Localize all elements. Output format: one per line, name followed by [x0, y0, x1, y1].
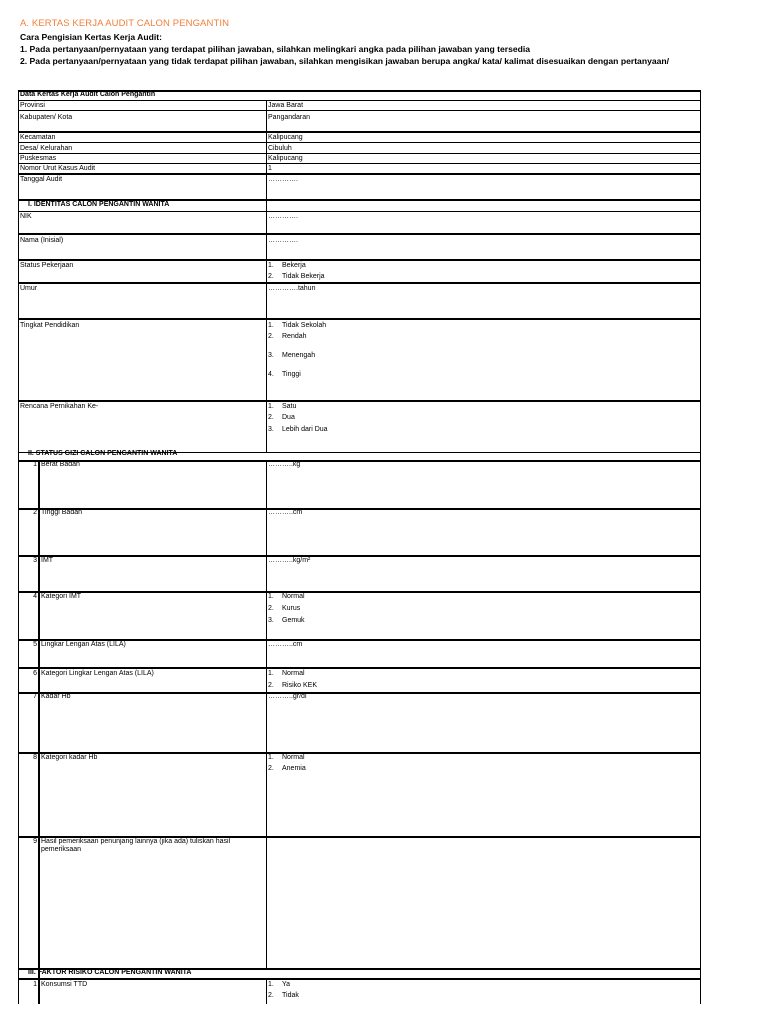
value-puskesmas[interactable]: Kalipucang: [268, 155, 303, 162]
row-number: 4: [33, 593, 37, 600]
option-hb-anemia[interactable]: 2. Anemia: [268, 765, 306, 772]
label-kategori-hb: Kategori kadar Hb: [41, 754, 98, 761]
label-kadar-hb: Kadar Hb: [41, 693, 71, 700]
option-lila-risiko-kek[interactable]: 2. Risiko KEK: [268, 682, 318, 689]
row-number: 9: [33, 838, 37, 845]
label-puskesmas: Puskesmas: [20, 155, 57, 162]
option-tidak-sekolah[interactable]: 1. Tidak Sekolah: [268, 322, 327, 329]
value-lila[interactable]: ………..cm: [268, 641, 303, 648]
label-desa: Desa/ Kelurahan: [20, 145, 73, 152]
option-hb-normal[interactable]: 1. Normal: [268, 754, 305, 761]
row-number: 3: [33, 557, 37, 564]
value-tinggi-badan[interactable]: ………..cm: [268, 509, 303, 516]
option-bekerja[interactable]: 1. Bekerja: [268, 262, 306, 269]
label-umur: Umur: [20, 285, 38, 292]
label-tanggal-audit: Tanggal Audit: [20, 176, 63, 183]
value-desa[interactable]: Cibuluh: [268, 145, 292, 152]
instruction-2: 2. Pada pertanyaan/pernyataan yang tidak terdapat pilihan jawaban, silahkan mengisikan jawaban berupa angka/ kata/ kalimat disesuaikan dengan pertanyaan/: [20, 56, 670, 66]
number-column-divider: [38, 460, 40, 1004]
label-berat-badan: Berat Badan: [41, 461, 80, 468]
label-nama: Nama (Inisial): [20, 237, 64, 244]
option-tinggi[interactable]: 4. Tinggi: [268, 371, 301, 378]
column-divider-mid: [266, 460, 267, 968]
value-kabupaten[interactable]: Pangandaran: [268, 114, 311, 121]
label-nomor-urut: Nomor Urut Kasus Audit: [20, 165, 96, 172]
value-provinsi[interactable]: Jawa Barat: [268, 102, 304, 109]
value-nik[interactable]: ………….: [268, 213, 298, 220]
instruction-1: 1. Pada pertanyaan/pernyataan yang terdapat pilihan jawaban, silahkan melingkari angka pada pilihan jawaban yang tersedia: [20, 44, 531, 54]
option-imt-normal[interactable]: 1. Normal: [268, 593, 305, 600]
label-status-pekerjaan: Status Pekerjaan: [20, 262, 74, 269]
option-imt-kurus[interactable]: 2. Kurus: [268, 605, 301, 612]
row-number: 5: [33, 641, 37, 648]
right-border: [700, 90, 701, 1004]
label-pemeriksaan-penunjang: Hasil pemeriksaan penunjang lainnya (jika ada) tuliskan hasil pemeriksaan: [41, 838, 231, 853]
instructions-heading: Cara Pengisian Kertas Kerja Audit:: [20, 32, 162, 42]
section-1-title: I. IDENTITAS CALON PENGANTIN WANITA: [28, 201, 170, 208]
row-number: 8: [33, 754, 37, 761]
label-pendidikan: Tingkat Pendidikan: [20, 322, 80, 329]
left-border: [18, 90, 19, 1004]
row-number: 1: [33, 981, 37, 988]
value-tanggal-audit[interactable]: ………….: [268, 176, 298, 183]
label-kategori-lila: Kategori Lingkar Lengan Atas (LILA): [41, 670, 154, 677]
value-imt[interactable]: ………..kg/m²: [268, 557, 311, 564]
option-rendah[interactable]: 2. Rendah: [268, 333, 307, 340]
option-lila-normal[interactable]: 1. Normal: [268, 670, 305, 677]
value-umur[interactable]: ………….tahun: [268, 285, 316, 292]
label-kabupaten: Kabupaten/ Kota: [20, 114, 73, 121]
data-section-title: Data Kertas Kerja Audit Calon Pengantin: [20, 91, 156, 98]
value-nama[interactable]: ………….: [268, 237, 298, 244]
option-dua[interactable]: 2. Dua: [268, 414, 295, 421]
label-lila: Lingkar Lengan Atas (LILA): [41, 641, 126, 648]
option-lebih-dari-dua[interactable]: 3. Lebih dari Dua: [268, 426, 328, 433]
row-number: 7: [33, 693, 37, 700]
column-divider-bottom: [266, 978, 267, 1004]
label-kecamatan: Kecamatan: [20, 134, 56, 141]
value-kecamatan[interactable]: Kalipucang: [268, 134, 303, 141]
section-3-title: III. FAKTOR RISIKO CALON PENGANTIN WANITA: [28, 969, 192, 976]
option-satu[interactable]: 1. Satu: [268, 403, 297, 410]
label-kategori-imt: Kategori IMT: [41, 593, 82, 600]
value-berat-badan[interactable]: ………..kg: [268, 461, 301, 468]
label-konsumsi-ttd: Konsumsi TTD: [41, 981, 88, 988]
label-provinsi: Provinsi: [20, 102, 45, 109]
label-tinggi-badan: Tinggi Badan: [41, 509, 82, 516]
label-imt: IMT: [41, 557, 54, 564]
row-number: 2: [33, 509, 37, 516]
option-menengah[interactable]: 3. Menengah: [268, 352, 316, 359]
value-nomor-urut[interactable]: 1: [268, 165, 272, 172]
option-ttd-ya[interactable]: 1. Ya: [268, 981, 291, 988]
value-kadar-hb[interactable]: ………..gr/dl: [268, 693, 307, 700]
option-imt-gemuk[interactable]: 3. Gemuk: [268, 617, 305, 624]
option-ttd-tidak[interactable]: 2. Tidak: [268, 992, 299, 999]
label-nik: NIK: [20, 213, 32, 220]
section-2-title: II. STATUS GIZI CALON PENGANTIN WANITA: [28, 450, 178, 457]
form-title: A. KERTAS KERJA AUDIT CALON PENGANTIN: [20, 18, 230, 29]
audit-worksheet: [18, 90, 701, 1004]
option-tidak-bekerja[interactable]: 2. Tidak Bekerja: [268, 273, 325, 280]
label-rencana-pernikahan: Rencana Pernikahan Ke-: [20, 403, 99, 410]
row-number: 6: [33, 670, 37, 677]
row-number: 1: [33, 461, 37, 468]
